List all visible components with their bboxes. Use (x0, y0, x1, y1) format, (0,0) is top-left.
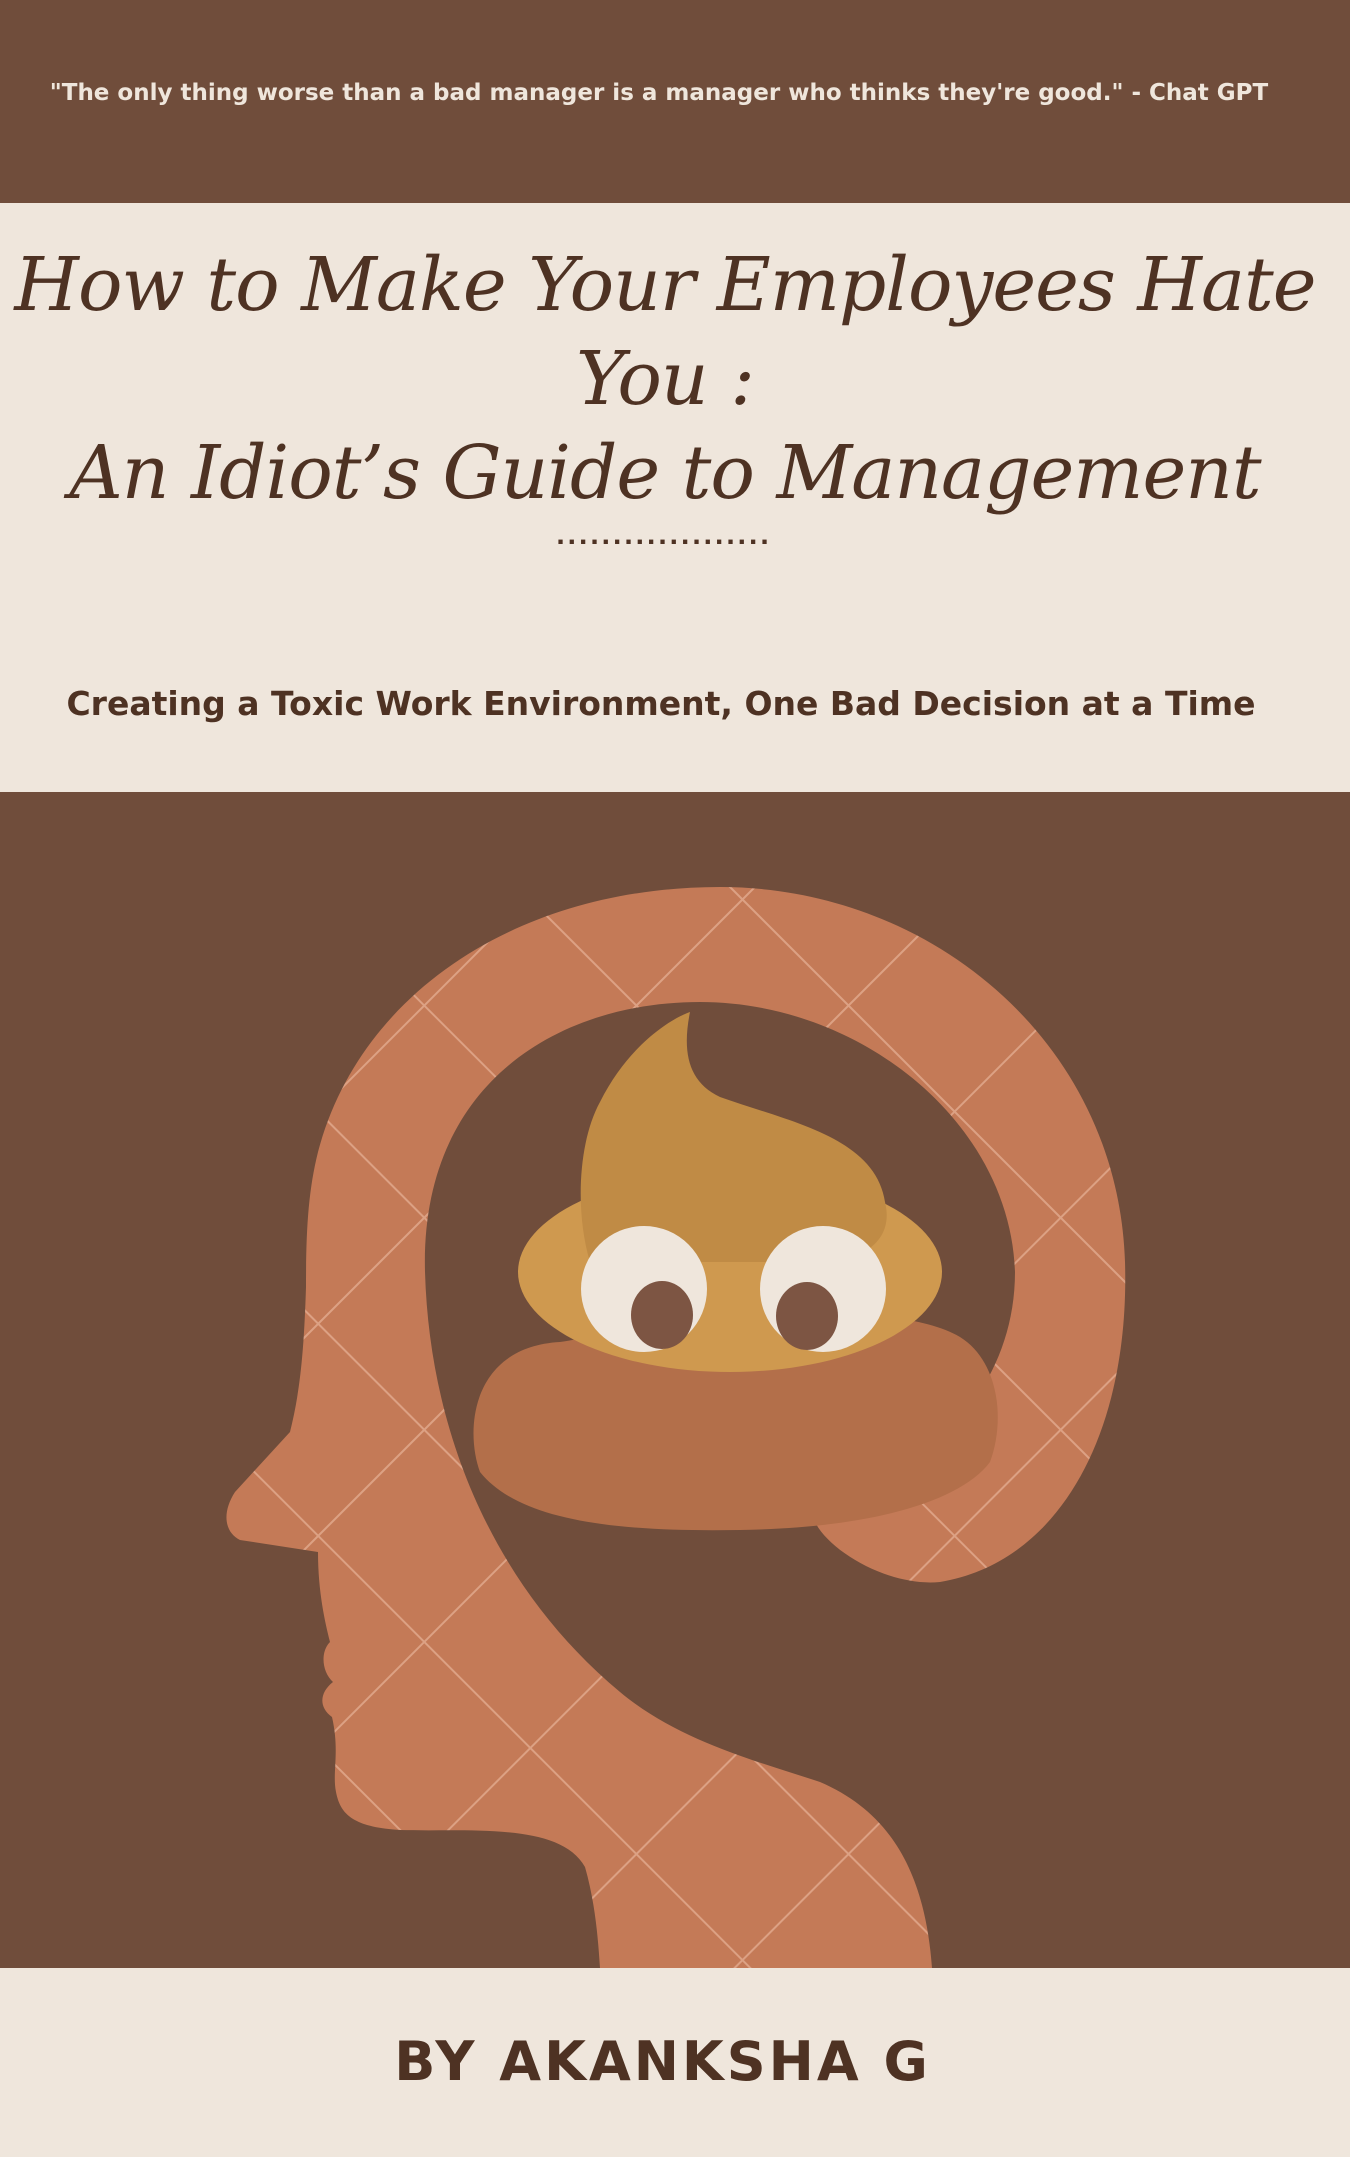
book-subtitle: Creating a Toxic Work Environment, One Bad Decision at a Time (66, 684, 1256, 723)
epigraph-quote: "The only thing worse than a bad manager is a manager who thinks they're good." - Chat GPT (49, 80, 1269, 106)
title-line-1: How to Make Your Employees Hate You : (14, 242, 1316, 422)
head-poop-illustration (0, 792, 1350, 1968)
left-eye-icon (581, 1226, 707, 1352)
book-title (0, 238, 1330, 520)
title-line-2: An Idiot’s Guide to Management (69, 430, 1261, 516)
poop-emoji-icon (473, 1012, 997, 1530)
illustration-panel (0, 792, 1350, 1968)
right-eye-icon (760, 1226, 886, 1352)
author-name: BY AKANKSHA G (394, 2030, 931, 2093)
dotted-separator: ................... (556, 518, 772, 551)
